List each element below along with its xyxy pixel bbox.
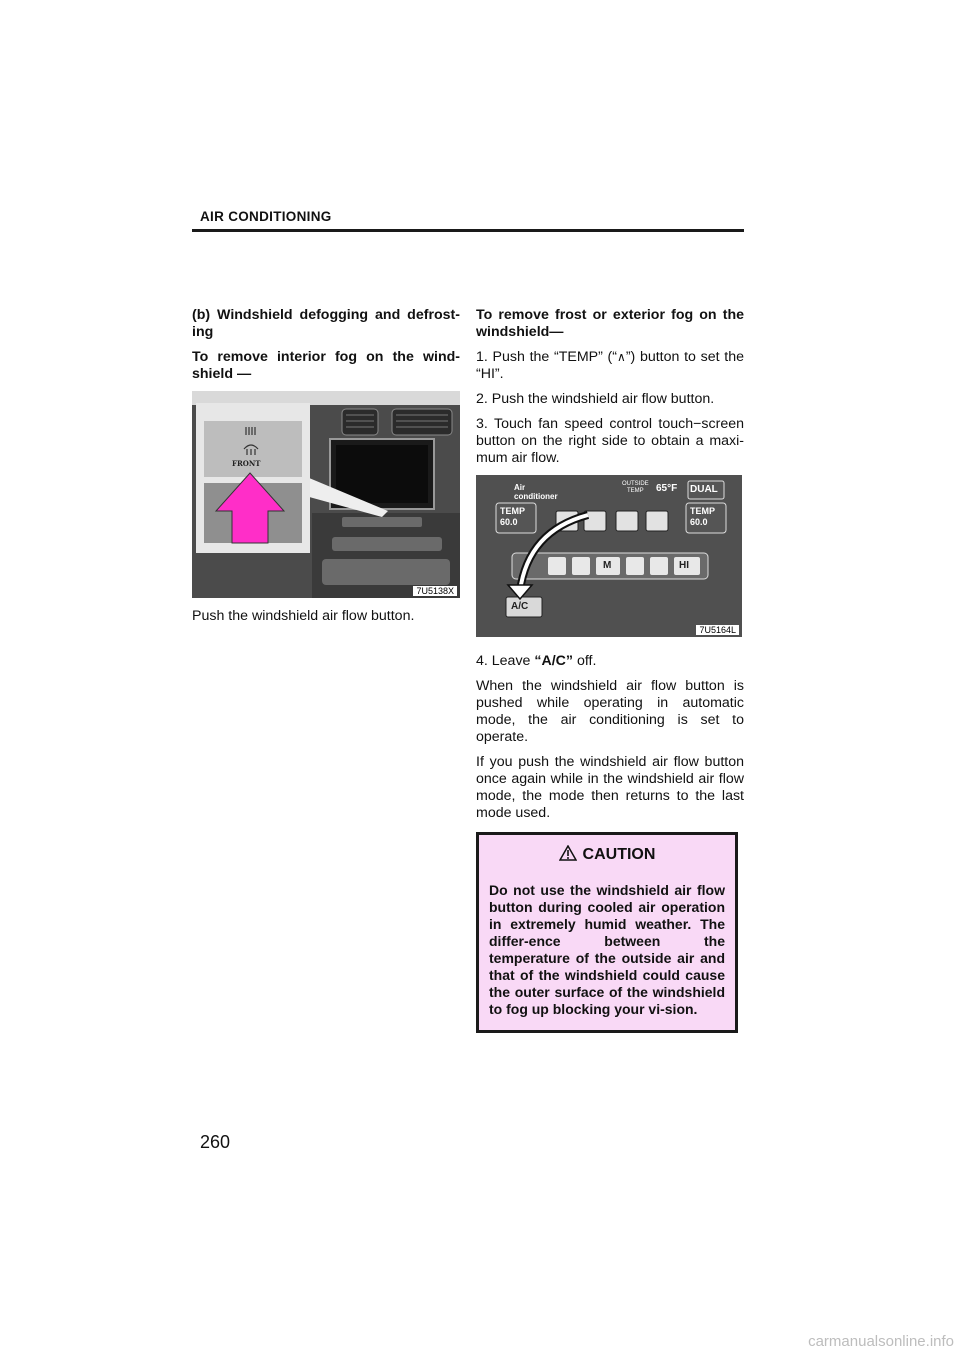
- figure-code-right: 7U5164L: [696, 625, 739, 635]
- caret-up-icon: ∧: [617, 350, 626, 364]
- subheading-exterior-fog: To remove frost or exterior fog on the windshield—: [476, 307, 744, 340]
- step-2: 2. Push the windshield air flow button.: [476, 391, 715, 407]
- paragraph-return-mode: If you push the windshield air flow button once again while in the windshield air flow mode, the mode then returns to the last mode used.: [476, 754, 744, 821]
- caution-title: CAUTION: [582, 846, 656, 863]
- step-4-text-c: off.: [573, 653, 597, 669]
- outside-label-2: TEMP: [627, 488, 644, 494]
- fan-hi-button[interactable]: HI: [679, 560, 689, 571]
- figure-code-left: 7U5138X: [413, 586, 457, 596]
- step-1: [476, 349, 744, 383]
- outside-label-1: OUTSIDE: [622, 481, 649, 487]
- temp-right-button[interactable]: [690, 506, 715, 528]
- step-1-text-a: 1. Push the “TEMP” (“: [476, 349, 618, 365]
- temp-right-label: TEMP: [690, 506, 716, 516]
- dashboard-illustration: [192, 391, 460, 598]
- warning-triangle-icon: [559, 845, 577, 861]
- temp-right-value: 60.0: [690, 517, 708, 527]
- temp-left-label: TEMP: [500, 506, 526, 516]
- section-heading: (b) Windshield defogging and defrost-ing: [192, 307, 460, 340]
- screen-title-line1: Air: [514, 483, 526, 492]
- step-4: [476, 653, 744, 670]
- fan-m-button[interactable]: M: [603, 560, 612, 571]
- step-1-text-b: ”) button to set the “HI”.: [476, 349, 744, 382]
- ac-screen-figure: [476, 475, 742, 637]
- watermark: carmanualsonline.info: [808, 1333, 954, 1350]
- screen-title-line2: conditioner: [514, 492, 558, 501]
- front-button-label: FRONT: [232, 459, 261, 468]
- paragraph-auto-mode: When the windshield air flow button is pushed while operating in automatic mode, the air conditioning is set to operate.: [476, 678, 744, 745]
- section-header: AIR CONDITIONING: [200, 209, 332, 224]
- header-rule: [192, 229, 744, 232]
- left-caption: Push the windshield air flow button.: [192, 608, 415, 624]
- temp-left-value: 60.0: [500, 517, 518, 527]
- right-column: [476, 307, 744, 1033]
- page-number: 260: [200, 1132, 231, 1152]
- caution-header: [489, 845, 725, 864]
- left-column: [192, 307, 460, 633]
- outside-temp-value: 65°F: [656, 483, 678, 494]
- caution-text: Do not use the windshield air flow button during cooled air operation in extremely humid weather. The differ-ence between the temperature of the outside air and that of the windshield could cause the outer surface of the windshield to fog up blocking your vi-sion.: [489, 882, 725, 1017]
- temp-left-button[interactable]: [500, 506, 525, 528]
- dual-button[interactable]: DUAL: [690, 484, 718, 495]
- step-4-ac-label: “A/C”: [534, 653, 573, 669]
- step-4-text-a: 4. Leave: [476, 653, 535, 669]
- ac-button[interactable]: A/C: [511, 601, 529, 612]
- subheading-interior-fog: To remove interior fog on the wind-shield —: [192, 349, 460, 382]
- outside-temp-label: [622, 481, 649, 495]
- step-3: 3. Touch fan speed control touch−screen button on the right side to obtain a maxi-mum air flow.: [476, 416, 744, 466]
- screen-title: [514, 483, 558, 501]
- dashboard-photo: [192, 391, 460, 598]
- caution-box: [476, 832, 738, 1033]
